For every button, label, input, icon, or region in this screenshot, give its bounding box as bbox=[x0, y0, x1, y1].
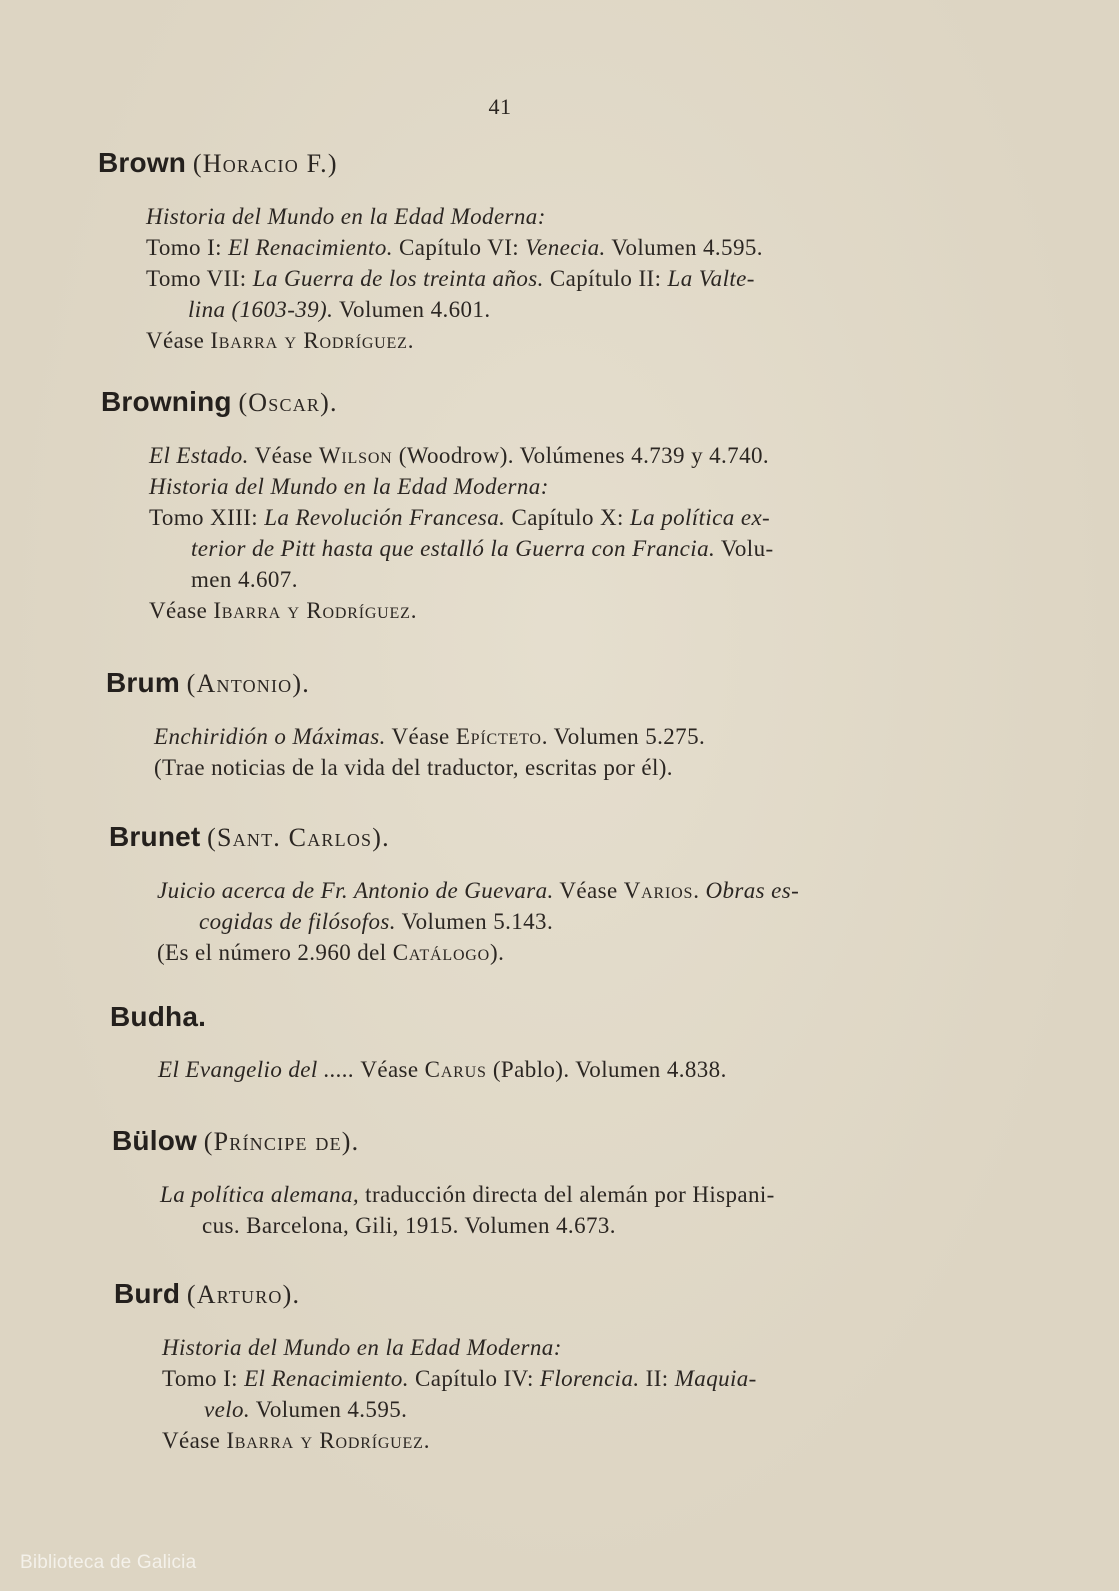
entry-line bbox=[149, 502, 941, 533]
entry-line bbox=[146, 294, 938, 325]
line-segment: Juicio acerca de Fr. Antonio de Guevara. bbox=[157, 878, 554, 903]
entry-surname: Bülow bbox=[112, 1125, 197, 1156]
line-segment: cus. Barcelona, Gili, 1915. Volumen 4.673. bbox=[202, 1213, 616, 1238]
line-segment: Capítulo X: bbox=[505, 505, 630, 530]
line-segment: traducción directa del alemán por Hispani- bbox=[359, 1182, 775, 1207]
entry-surname: Brown bbox=[98, 147, 187, 178]
entry-line bbox=[162, 1425, 954, 1456]
entry-line bbox=[162, 1332, 954, 1363]
line-segment: Volumen 4.601. bbox=[333, 297, 491, 322]
entry-surname: Browning bbox=[101, 386, 232, 417]
entry-surname: Brunet bbox=[109, 821, 201, 852]
entry-bulow bbox=[112, 1124, 952, 1241]
line-segment: El Renacimiento. bbox=[228, 235, 393, 260]
entry-line bbox=[157, 875, 949, 906]
line-segment: . bbox=[410, 598, 417, 623]
line-segment: . Volumen 5.275. bbox=[541, 724, 706, 749]
line-segment: Tomo I: bbox=[162, 1366, 245, 1391]
entry-given-name: (Antonio). bbox=[186, 669, 310, 698]
entry-body bbox=[101, 440, 941, 626]
entry-budha bbox=[110, 1000, 950, 1085]
line-segment: Ibarra y Rodríguez bbox=[213, 598, 411, 623]
entry-heading bbox=[98, 146, 938, 181]
entry-line bbox=[154, 721, 946, 752]
line-segment: lina (1603-39). bbox=[188, 297, 334, 322]
line-segment: Enchiridión o Máximas. bbox=[154, 724, 386, 749]
entry-given-name: (Arturo). bbox=[186, 1280, 301, 1309]
line-segment: (Es el número 2.960 del bbox=[157, 940, 393, 965]
entry-burd bbox=[114, 1277, 954, 1456]
line-segment: (Trae noticias de la vida del traductor, escritas por él). bbox=[154, 755, 673, 780]
entry-body bbox=[112, 1179, 952, 1241]
entry-line bbox=[149, 471, 941, 502]
entry-given-name: (Oscar). bbox=[238, 388, 338, 417]
entry-line bbox=[160, 1179, 952, 1210]
line-segment: men 4.607. bbox=[191, 567, 298, 592]
entry-surname: Brum bbox=[106, 667, 180, 698]
entry-heading bbox=[106, 666, 946, 701]
line-segment: . bbox=[423, 1428, 430, 1453]
line-segment: La política alemana, bbox=[160, 1182, 360, 1207]
entry-line bbox=[149, 595, 941, 626]
entry-browning bbox=[101, 385, 941, 626]
line-segment: Capítulo VI: bbox=[392, 235, 526, 260]
line-segment: cogidas de filósofos. bbox=[199, 909, 396, 934]
line-segment: Carus bbox=[424, 1057, 487, 1082]
line-segment: Capítulo II: bbox=[543, 266, 668, 291]
line-segment: La Revolución Francesa. bbox=[264, 505, 506, 530]
line-segment: terior de Pitt hasta que estalló la Guerra con Francia. bbox=[191, 536, 716, 561]
line-segment: ). bbox=[490, 940, 505, 965]
entry-body bbox=[109, 875, 949, 968]
line-segment: Historia del Mundo en la Edad Moderna: bbox=[146, 204, 546, 229]
line-segment: Venecia. bbox=[525, 235, 606, 260]
entry-brunet bbox=[109, 820, 949, 968]
line-segment: . bbox=[407, 328, 414, 353]
line-segment: Ibarra y Rodríguez bbox=[226, 1428, 424, 1453]
entry-heading bbox=[101, 385, 941, 420]
entry-heading bbox=[109, 820, 949, 855]
entry-line bbox=[146, 263, 938, 294]
line-segment: La Guerra de los treinta años. bbox=[252, 266, 544, 291]
line-segment: II: bbox=[639, 1366, 675, 1391]
entry-line bbox=[160, 1210, 952, 1241]
line-segment: Véase bbox=[553, 878, 624, 903]
entry-line bbox=[157, 937, 949, 968]
entry-heading bbox=[112, 1124, 952, 1159]
line-segment: Varios bbox=[623, 878, 694, 903]
entry-line bbox=[149, 440, 941, 471]
line-segment: Volumen 4.595. bbox=[605, 235, 763, 260]
line-segment: (Pablo). Volumen 4.838. bbox=[486, 1057, 727, 1082]
page-number: 41 bbox=[488, 94, 512, 119]
line-segment: Historia del Mundo en la Edad Moderna: bbox=[149, 474, 549, 499]
line-segment: Véase bbox=[385, 724, 456, 749]
entry-surname: Burd bbox=[114, 1278, 181, 1309]
line-segment: Capítulo IV: bbox=[408, 1366, 540, 1391]
entry-brown bbox=[98, 146, 938, 356]
entry-body bbox=[114, 1332, 954, 1456]
entry-line bbox=[149, 533, 941, 564]
line-segment: Catálogo bbox=[392, 940, 491, 965]
line-segment: La Valte- bbox=[667, 266, 755, 291]
entry-line bbox=[162, 1394, 954, 1425]
line-segment: Obras es- bbox=[705, 878, 800, 903]
line-segment: Historia del Mundo en la Edad Moderna: bbox=[162, 1335, 562, 1360]
entry-surname: Budha. bbox=[110, 1001, 207, 1032]
line-segment: Florencia. bbox=[539, 1366, 640, 1391]
entry-brum bbox=[106, 666, 946, 783]
line-segment: Véase bbox=[146, 328, 211, 353]
line-segment: Tomo I: bbox=[146, 235, 229, 260]
entry-line bbox=[146, 325, 938, 356]
line-segment: Tomo XIII: bbox=[149, 505, 265, 530]
line-segment: . bbox=[693, 878, 706, 903]
line-segment: El Renacimiento. bbox=[244, 1366, 409, 1391]
line-segment: El Evangelio del ..... bbox=[158, 1057, 355, 1082]
entry-line bbox=[157, 906, 949, 937]
line-segment: velo. bbox=[204, 1397, 251, 1422]
entry-line bbox=[146, 201, 938, 232]
line-segment: Volu- bbox=[715, 536, 774, 561]
line-segment: Volumen 4.595. bbox=[250, 1397, 408, 1422]
entry-line bbox=[154, 752, 946, 783]
line-segment: Ibarra y Rodríguez bbox=[210, 328, 408, 353]
entry-given-name: (Sant. Carlos). bbox=[207, 823, 390, 852]
entry-body bbox=[106, 721, 946, 783]
entry-body bbox=[110, 1054, 950, 1085]
line-segment: Wilson bbox=[318, 443, 393, 468]
line-segment: Epícteto bbox=[455, 724, 542, 749]
entry-line bbox=[146, 232, 938, 263]
line-segment: La política ex- bbox=[629, 505, 771, 530]
entry-given-name: (Príncipe de). bbox=[203, 1127, 360, 1156]
line-segment: Véase bbox=[162, 1428, 227, 1453]
entry-given-name: (Horacio F.) bbox=[192, 149, 338, 178]
entry-heading bbox=[110, 1000, 950, 1034]
library-watermark: Biblioteca de Galicia bbox=[20, 1552, 197, 1573]
line-segment: Volumen 5.143. bbox=[395, 909, 554, 934]
line-segment: Maquia- bbox=[674, 1366, 757, 1391]
entry-line bbox=[149, 564, 941, 595]
line-segment: Véase bbox=[149, 598, 214, 623]
entry-line bbox=[162, 1363, 954, 1394]
line-segment: El Estado. bbox=[149, 443, 249, 468]
entry-line bbox=[158, 1054, 950, 1085]
entry-body bbox=[98, 201, 938, 356]
line-segment: Tomo VII: bbox=[146, 266, 253, 291]
entry-heading bbox=[114, 1277, 954, 1312]
line-segment: Véase bbox=[248, 443, 319, 468]
line-segment: Véase bbox=[354, 1057, 425, 1082]
line-segment: (Woodrow). Volúmenes 4.739 y 4.740. bbox=[392, 443, 770, 468]
